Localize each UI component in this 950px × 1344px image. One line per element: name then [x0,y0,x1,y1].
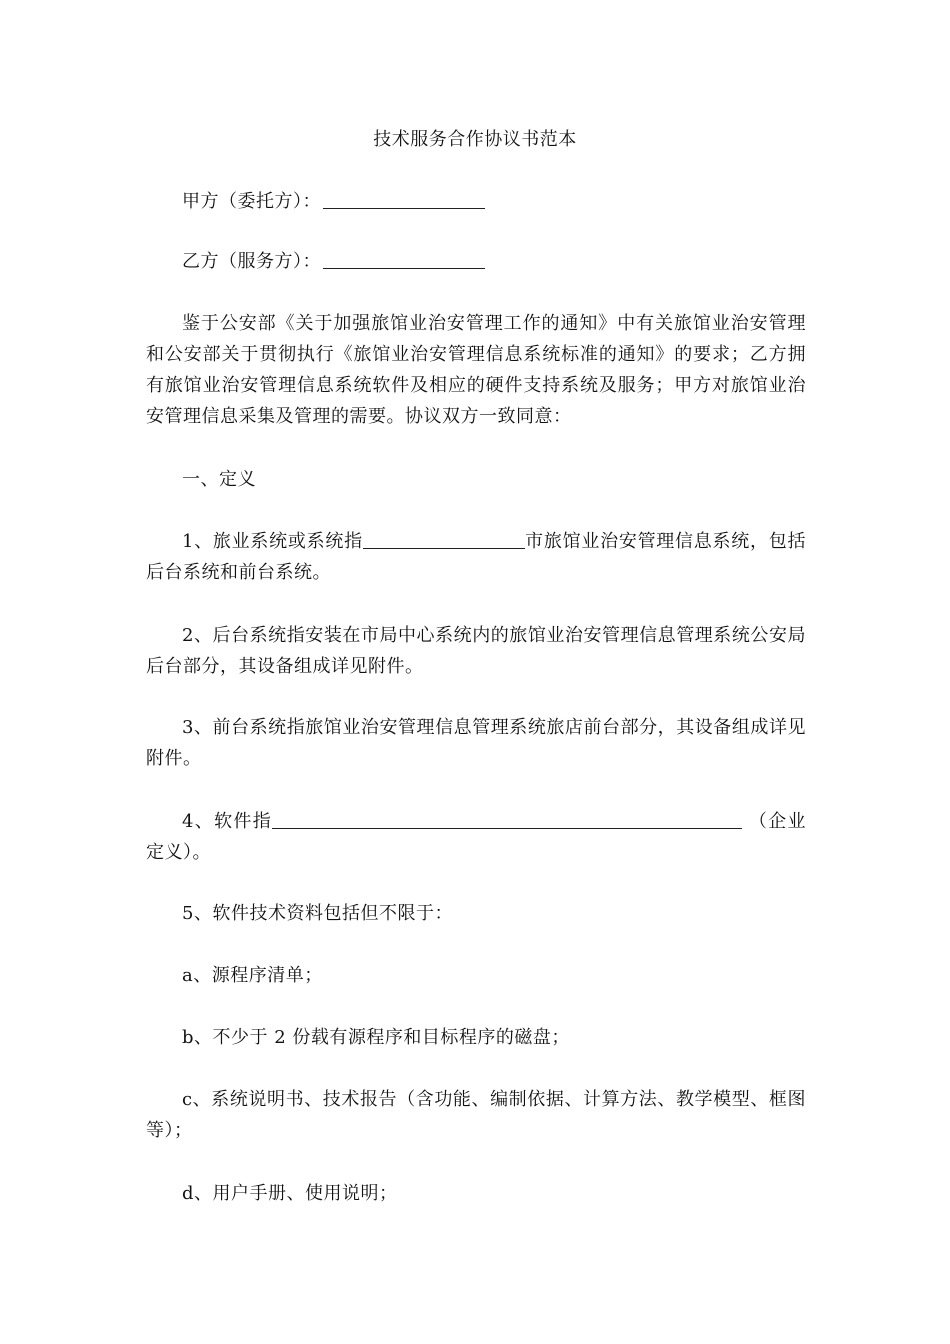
party-a-line [146,186,806,217]
party-b-blank [323,250,485,269]
list-item-a: a、源程序清单； [182,965,323,986]
party-b-label: 乙方（服务方）： [182,251,321,272]
definition-5: 5、软件技术资料包括但不限于： [182,903,453,924]
document-title: 技术服务合作协议书范本 [373,129,577,150]
definition-1-rest: 市旅馆业治安管理信息系统，包括后台系统和前台系统。 [146,531,807,583]
definition-4-rest: （企业定义）。 [146,811,807,863]
preamble-paragraph: 鉴于公安部《关于加强旅馆业治安管理工作的通知》中有关旅馆业治安管理和公安部关于贯彻执行《旅馆业治安管理信息系统标准的通知》的要求；乙方拥有旅馆业治安管理信息系统软件及相应的硬件支持系统及服务；甲方对旅馆业治安管理信息采集及管理的需要。协议双方一致同意： [146,313,806,427]
definition-2: 2、后台系统指安装在市局中心系统内的旅馆业治安管理信息管理系统公安局后台部分，其设备组成详见附件。 [146,625,806,677]
list-item-c: c、系统说明书、技术报告（含功能、编制依据、计算方法、教学模型、框图等）； [146,1089,806,1141]
city-name-blank [363,530,525,549]
list-item-b: b、不少于 2 份载有源程序和目标程序的磁盘； [182,1027,570,1048]
section-definitions-heading: 一、定义 [182,469,256,490]
definition-1 [146,526,806,588]
party-a-label: 甲方（委托方）： [182,191,321,212]
definition-3: 3、前台系统指旅馆业治安管理信息管理系统旅店前台部分，其设备组成详见附件。 [146,717,806,769]
definition-1-lead: 1、旅业系统或系统指 [182,531,363,552]
list-item-d: d、用户手册、使用说明； [182,1183,398,1204]
definition-4 [146,806,806,868]
definition-4-lead: 4、软件指 [182,811,273,832]
party-a-blank [323,190,485,209]
software-name-blank [272,810,742,829]
party-b-line [146,246,806,277]
